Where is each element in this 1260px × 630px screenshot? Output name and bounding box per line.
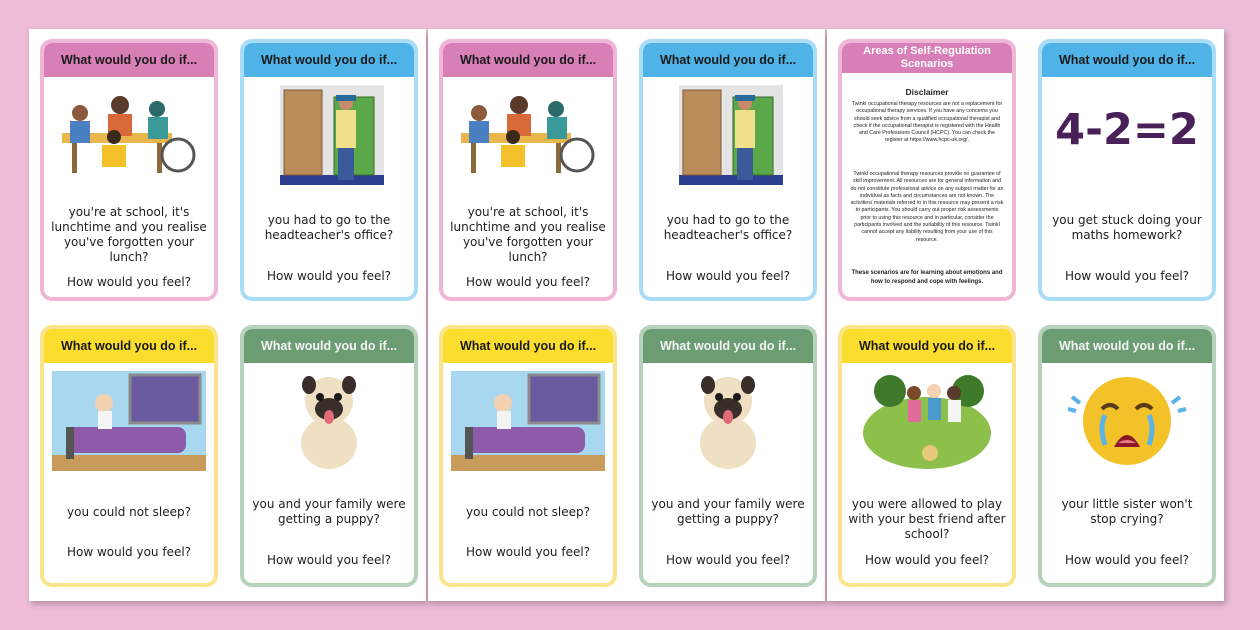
- worksheet-page-1: [29, 29, 426, 601]
- bedroom-illustration: [52, 371, 206, 471]
- crying-face-icon: [1050, 371, 1204, 471]
- card-header: What would you do if...: [244, 43, 414, 77]
- scenario-question: you could not sleep?: [466, 505, 590, 519]
- feel-prompt: How would you feel?: [66, 275, 192, 289]
- scenario-card-puppy: [639, 325, 817, 587]
- card-header: What would you do if...: [842, 329, 1012, 363]
- worksheet-page-3: [827, 29, 1224, 601]
- headteacher-office-illustration: [651, 85, 805, 185]
- disclaimer-paragraph-1: Twinkl occupational therapy resources are not a replacement for occupational therapy services. If you have any concerns you should seek advice from a qualified occupational therapist and check if the occupational therapist is registered with the Health and Care Professions Council (HCPC). You can check the register at https://www.hcpc-uk.org/.: [851, 101, 1003, 144]
- scenario-question: you had to go to the headteacher's office?: [663, 213, 793, 242]
- card-header: What would you do if...: [244, 329, 414, 363]
- lunch-table-illustration: [52, 85, 206, 185]
- scenario-question: you and your family were getting a puppy?: [651, 497, 805, 526]
- disclaimer-title: Areas of Self-Regulation Scenarios: [842, 43, 1012, 73]
- scenario-question: you and your family were getting a puppy?: [252, 497, 406, 526]
- scenario-card-office: [240, 39, 418, 301]
- scenario-question: you're at school, it's lunchtime and you realise you've forgotten your lunch?: [450, 205, 606, 264]
- scenario-card-puppy: [240, 325, 418, 587]
- card-header: What would you do if...: [1042, 329, 1212, 363]
- scenario-card-sleep: [40, 325, 218, 587]
- bedroom-illustration: [451, 371, 605, 471]
- disclaimer-paragraph-2: Twinkl occupational therapy resources provide no guarantee of skill improvement. All resources are for general information and do not constitute professional advice on any subject matter for an individual as facts and circumstances are not known. The activities/ materials referred to in this resource may present a risk to participants. You should carry out proper risk assessments prior to using this resource and in particular, consider the participants involved and the suitability of this resource. Twinkl cannot accept any liability resulting from your use of this resource.: [850, 171, 1004, 243]
- scenario-question: you get stuck doing your maths homework?: [1052, 213, 1202, 242]
- card-header: What would you do if...: [1042, 43, 1212, 77]
- scenario-question: your little sister won't stop crying?: [1061, 497, 1193, 526]
- lunch-table-illustration: [451, 85, 605, 185]
- scenario-card-sleep: [439, 325, 617, 587]
- feel-prompt: How would you feel?: [1064, 553, 1190, 567]
- headteacher-office-illustration: [252, 85, 406, 185]
- worksheet-page-2: [428, 29, 825, 601]
- card-header: What would you do if...: [44, 329, 214, 363]
- feel-prompt: How would you feel?: [266, 269, 392, 283]
- feel-prompt: How would you feel?: [465, 275, 591, 289]
- pug-illustration: [252, 371, 406, 471]
- feel-prompt: How would you feel?: [1064, 269, 1190, 283]
- feel-prompt: How would you feel?: [665, 553, 791, 567]
- scenario-question: you're at school, it's lunchtime and you realise you've forgotten your lunch?: [51, 205, 207, 264]
- pug-illustration: [651, 371, 805, 471]
- disclaimer-card: [838, 39, 1016, 301]
- feel-prompt: How would you feel?: [66, 545, 192, 559]
- card-header: What would you do if...: [643, 43, 813, 77]
- card-header: What would you do if...: [44, 43, 214, 77]
- scenario-card-maths: [1038, 39, 1216, 301]
- scenario-card-lunch: [40, 39, 218, 301]
- disclaimer-heading: Disclaimer: [905, 87, 949, 97]
- disclaimer-footer: These scenarios are for learning about emotions and how to respond and cope with feelings.: [851, 270, 1003, 285]
- feel-prompt: How would you feel?: [864, 553, 990, 567]
- scenario-question: you could not sleep?: [67, 505, 191, 519]
- scenario-card-office: [639, 39, 817, 301]
- scenario-question: you had to go to the headteacher's office?: [264, 213, 394, 242]
- feel-prompt: How would you feel?: [665, 269, 791, 283]
- scenario-card-lunch: [439, 39, 617, 301]
- card-header: What would you do if...: [643, 329, 813, 363]
- scenario-card-friend: [838, 325, 1016, 587]
- card-header: What would you do if...: [443, 329, 613, 363]
- maths-equation: 4-2=2: [1055, 105, 1199, 155]
- card-header: What would you do if...: [443, 43, 613, 77]
- feel-prompt: How would you feel?: [266, 553, 392, 567]
- children-playing-illustration: [850, 371, 1004, 471]
- scenario-question: you were allowed to play with your best friend after school?: [848, 497, 1006, 541]
- scenario-card-sister: [1038, 325, 1216, 587]
- feel-prompt: How would you feel?: [465, 545, 591, 559]
